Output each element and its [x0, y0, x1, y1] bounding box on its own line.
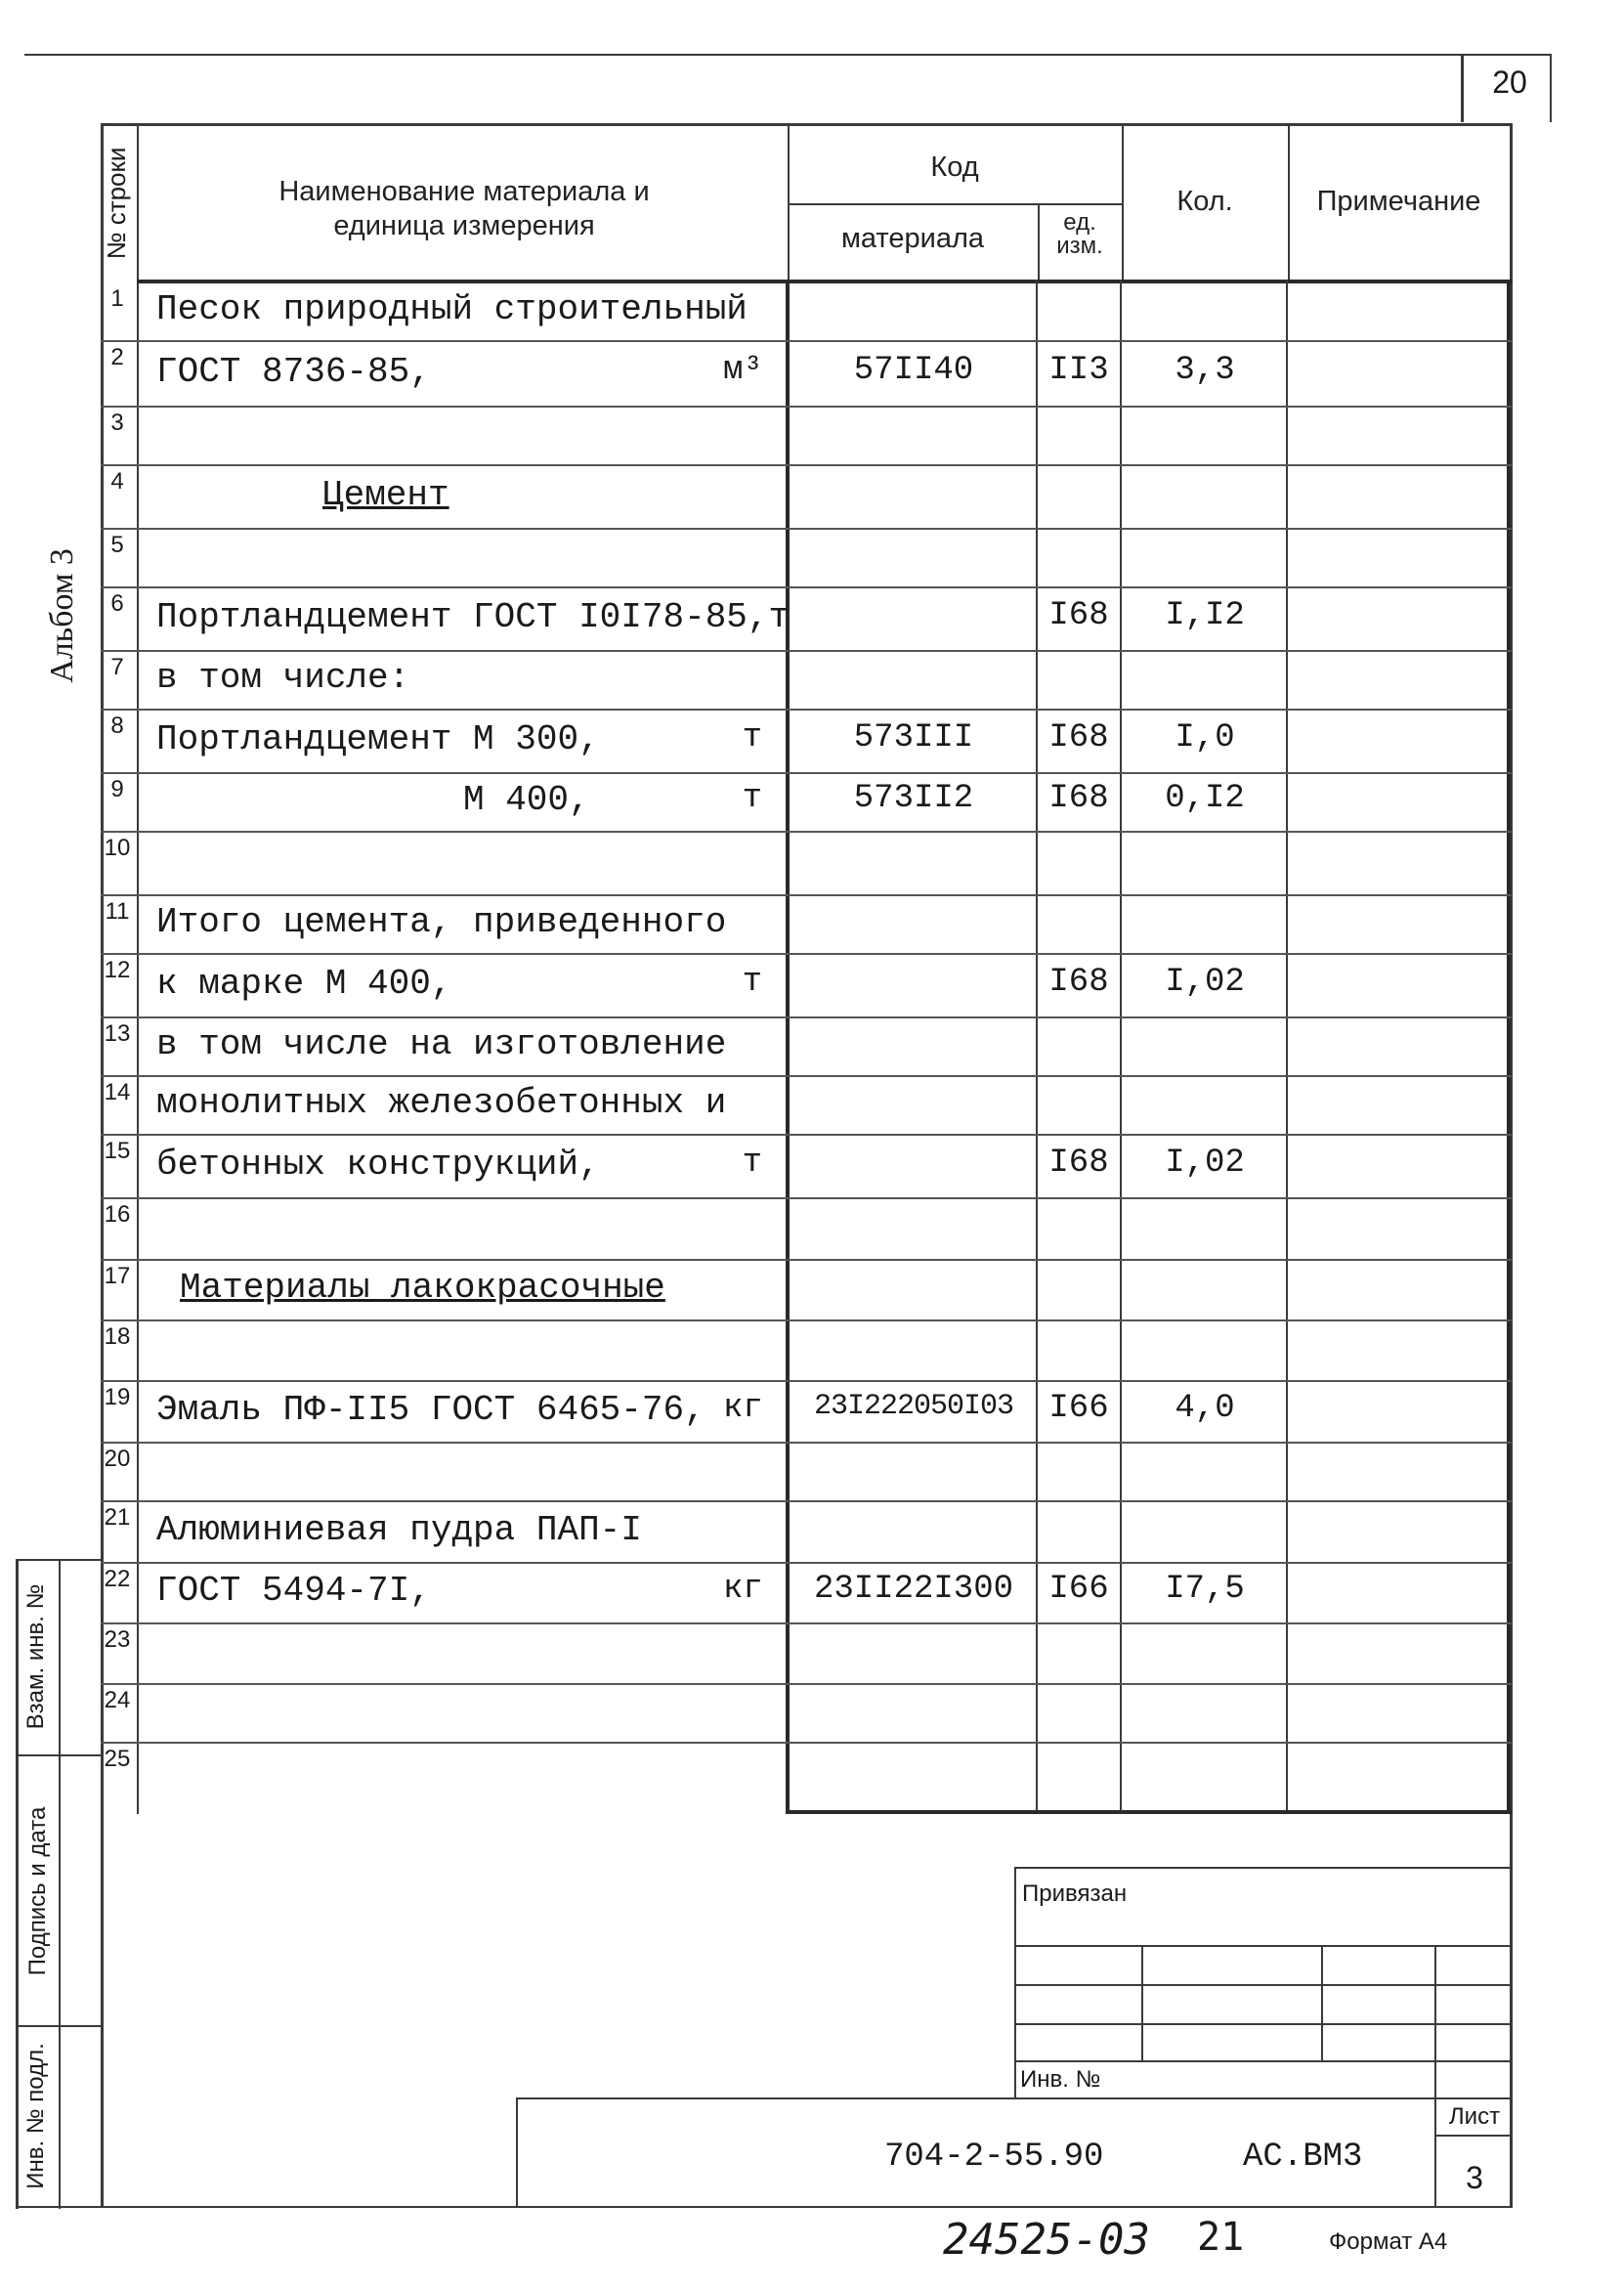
row-number: 9 — [110, 776, 124, 802]
material-code: 573III — [853, 718, 974, 756]
material-name: Итого цемента, приведенного — [156, 902, 727, 942]
unit-code: II3 — [1048, 351, 1109, 389]
unit-of-measure: т — [742, 718, 762, 756]
row-number: 6 — [110, 590, 124, 617]
material-name: Эмаль ПФ-II5 ГОСТ 6465-76, — [156, 1389, 705, 1430]
row-number: 1 — [110, 285, 124, 312]
material-name: Алюминиевая пудра ПАП-I — [156, 1509, 642, 1550]
album-label: Альбом 3 — [44, 548, 80, 683]
row-number: 24 — [104, 1687, 131, 1713]
unit-of-measure: кг — [723, 1571, 763, 1608]
privyazan-label: Привязан — [1022, 1880, 1128, 1907]
row-number: 19 — [104, 1384, 131, 1410]
material-name: бетонных конструкций, — [156, 1144, 600, 1185]
material-name: ГОСТ 5494-7I, — [156, 1571, 431, 1611]
row-number: 16 — [104, 1201, 131, 1228]
row-number: 12 — [104, 957, 131, 983]
quantity: I,02 — [1165, 963, 1245, 1001]
material-name: Песок природный строительный — [156, 289, 748, 329]
row-number: 11 — [105, 898, 130, 925]
quantity: I7,5 — [1165, 1571, 1245, 1608]
document-code: 704-2-55.90 — [884, 2139, 1104, 2176]
material-name: монолитных железобетонных и — [156, 1083, 727, 1123]
row-number: 21 — [104, 1504, 131, 1531]
material-name: Портландцемент ГОСТ I0I78-85,т — [156, 596, 791, 637]
unit-of-measure: м³ — [723, 351, 763, 389]
row-number: 2 — [110, 344, 124, 370]
format-label: Формат А4 — [1329, 2228, 1448, 2255]
material-code: 57II40 — [853, 351, 974, 389]
row-number-header: № строки — [102, 147, 131, 260]
material-name: к марке М 400, — [156, 963, 452, 1004]
sheet-label: Лист — [1448, 2103, 1501, 2130]
row-number: 18 — [104, 1323, 131, 1350]
unit-code: I68 — [1048, 718, 1109, 756]
unit-header-line2: изм. — [1056, 233, 1103, 259]
row-number: 20 — [104, 1446, 131, 1472]
material-name: в том числе на изготовление — [156, 1024, 727, 1064]
material-code: 573II2 — [853, 780, 974, 817]
row-number: 17 — [104, 1263, 131, 1289]
inv-number-label: Инв. № — [1020, 2066, 1101, 2093]
vzam-inv-label: Взам. инв. № — [22, 1583, 49, 1730]
unit-of-measure: т — [742, 780, 762, 817]
row-number: 8 — [110, 713, 124, 739]
qty-header: Кол. — [1176, 186, 1233, 217]
row-number: 3 — [110, 410, 124, 436]
material-name: Портландцемент М 300, — [156, 718, 600, 759]
name-header-line2: единица измерения — [333, 210, 595, 241]
unit-of-measure: т — [742, 963, 762, 1001]
material-name: в том числе: — [156, 658, 410, 698]
quantity: I,I2 — [1165, 596, 1245, 634]
material-code: 23II22I300 — [813, 1571, 1014, 1608]
code-header: Код — [930, 151, 979, 183]
row-number: 25 — [104, 1746, 131, 1772]
row-number: 4 — [110, 468, 124, 495]
unit-code: I68 — [1048, 596, 1109, 634]
handwritten-number: 24525-03 — [943, 2215, 1150, 2265]
material-name: Материалы лакокрасочные — [180, 1268, 665, 1308]
unit-of-measure: т — [742, 1144, 762, 1182]
unit-code: I68 — [1048, 1144, 1109, 1182]
inv-podl-label: Инв. № подл. — [22, 2043, 49, 2189]
material-name: ГОСТ 8736-85, — [156, 351, 431, 392]
document-mark: АС.ВМ3 — [1243, 2139, 1363, 2176]
row-number: 7 — [110, 654, 124, 680]
quantity: 0,I2 — [1165, 780, 1245, 817]
material-name: Цемент — [322, 474, 449, 515]
row-number: 5 — [110, 532, 124, 558]
quantity: 4,0 — [1175, 1389, 1235, 1427]
material-code-header: материала — [840, 223, 985, 254]
row-number: 14 — [104, 1079, 131, 1105]
material-code: 23I222050I03 — [813, 1389, 1014, 1423]
unit-code: I68 — [1048, 780, 1109, 817]
handwritten-page: 21 — [1197, 2215, 1245, 2260]
unit-code: I68 — [1048, 963, 1109, 1001]
unit-header-line1: ед. — [1063, 209, 1096, 236]
page-number: 20 — [1492, 65, 1527, 100]
quantity: I,02 — [1165, 1144, 1245, 1182]
row-number: 23 — [104, 1626, 131, 1653]
signature-date-label: Подпись и дата — [24, 1806, 51, 1976]
quantity: I,0 — [1175, 718, 1235, 756]
row-number: 13 — [104, 1020, 131, 1047]
row-number: 15 — [104, 1138, 131, 1164]
unit-code: I66 — [1048, 1571, 1109, 1608]
sheet-number: 3 — [1466, 2160, 1483, 2195]
name-header-line1: Наименование материала и — [278, 176, 650, 207]
quantity: 3,3 — [1175, 351, 1235, 389]
material-name: М 400, — [463, 780, 590, 820]
note-header: Примечание — [1316, 186, 1481, 217]
row-number: 22 — [104, 1566, 131, 1592]
unit-code: I66 — [1048, 1389, 1109, 1427]
unit-of-measure: кг — [723, 1389, 763, 1427]
row-number: 10 — [104, 835, 131, 861]
